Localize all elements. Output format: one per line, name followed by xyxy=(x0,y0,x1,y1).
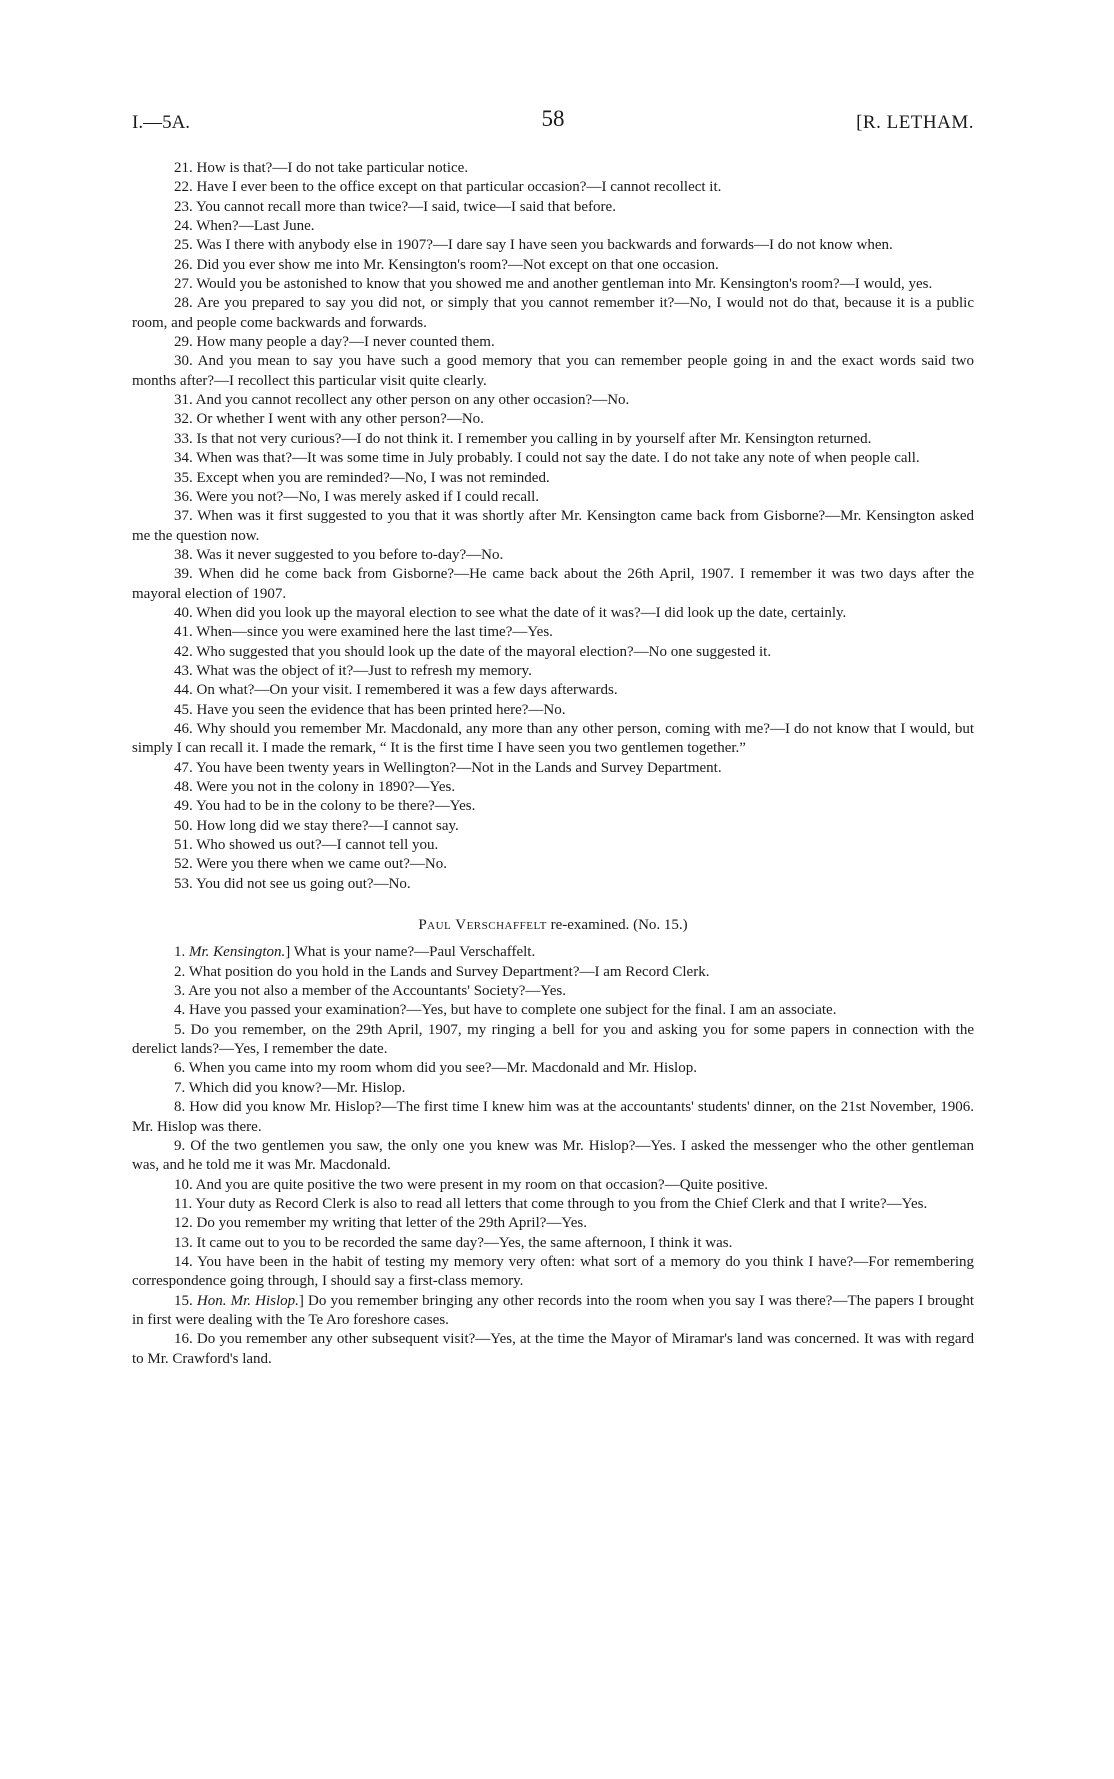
question-answer xyxy=(132,943,974,962)
question-answer: 43. What was the object of it?—Just to refresh my memory. xyxy=(174,662,532,679)
question-answer: 34. When was that?—It was some time in July probably. I could not say the date. I do not take any note of when people call. xyxy=(174,450,920,467)
question-answer: 29. How many people a day?—I never counted them. xyxy=(174,334,495,351)
witness-name-header: [R. LETHAM. xyxy=(856,112,974,133)
speaker-name: Mr. Kensington. xyxy=(189,944,286,961)
question-answer: 13. It came out to you to be recorded the same day?—Yes, the same afternoon, I think it was. xyxy=(174,1234,733,1251)
question-answer: 7. Which did you know?—Mr. Hislop. xyxy=(174,1079,406,1096)
question-answer: 4. Have you passed your examination?—Yes, but have to complete one subject for the final. I am an associate. xyxy=(174,1002,837,1019)
witness-name: Paul Verschaffelt xyxy=(418,917,547,934)
question-answer: 37. When was it first suggested to you that it was shortly after Mr. Kensington came back from Gisborne?—Mr. Kensington asked me the question now. xyxy=(132,508,974,544)
question-answer: 8. How did you know Mr. Hislop?—The first time I knew him was at the accountants' students' dinner, on the 21st November, 1906. Mr. Hislop was there. xyxy=(132,1099,974,1135)
question-answer: 21. How is that?—I do not take particular notice. xyxy=(174,160,469,176)
question-answer xyxy=(132,1292,974,1331)
question-answer: 35. Except when you are reminded?—No, I was not reminded. xyxy=(174,469,550,486)
examination-part-2 xyxy=(132,963,974,1292)
question-answer: 33. Is that not very curious?—I do not think it. I remember you calling in by yourself after Mr. Kensington returned. xyxy=(174,430,872,447)
question-answer: 11. Your duty as Record Clerk is also to read all letters that come through to you from the Chief Clerk and that I write?—Yes. xyxy=(174,1195,928,1212)
question-answer: 14. You have been in the habit of testing my memory very often: what sort of a memory do you think I have?—For remembering correspondence going through, I should say a first-class memory. xyxy=(132,1253,974,1290)
paper-reference: I.—5A. xyxy=(132,112,191,133)
question-answer: 31. And you cannot recollect any other person on any other occasion?—No. xyxy=(174,392,630,409)
question-answer: 6. When you came into my room whom did you see?—Mr. Macdonald and Mr. Hislop. xyxy=(174,1060,697,1077)
question-answer: 32. Or whether I went with any other person?—No. xyxy=(174,411,484,428)
question-answer: 25. Was I there with anybody else in 1907?—I dare say I have seen you backwards and forwards—I do not know when. xyxy=(174,237,893,254)
document-body xyxy=(132,159,974,1369)
question-answer: 51. Who showed us out?—I cannot tell you. xyxy=(174,837,439,854)
question-answer: 22. Have I ever been to the office except on that particular occasion?—I cannot recollect it. xyxy=(174,179,722,196)
question-answer: 3. Are you not also a member of the Accountants' Society?—Yes. xyxy=(174,983,566,1000)
question-answer: 52. Were you there when we came out?—No. xyxy=(174,856,448,873)
question-answer: 44. On what?—On your visit. I remembered it was a few days afterwards. xyxy=(174,682,618,699)
question-text: ] Do you remember bringing any other records into the room when you say I was there?—The papers I brought in first were dealing with the Te Aro foreshore cases. xyxy=(132,1292,974,1328)
question-answer: 26. Did you ever show me into Mr. Kensington's room?—Not except on that one occasion. xyxy=(174,256,719,273)
question-answer: 10. And you are quite positive the two were present in my room on that occasion?—Quite positive. xyxy=(174,1176,769,1193)
question-answer: 41. When—since you were examined here the last time?—Yes. xyxy=(174,624,553,641)
question-answer: 36. Were you not?—No, I was merely asked if I could recall. xyxy=(174,488,540,505)
question-answer: 39. When did he come back from Gisborne?—He came back about the 26th April, 1907. I remember it was two days after the mayoral election of 1907. xyxy=(132,566,974,602)
question-answer: 27. Would you be astonished to know that you showed me and another gentleman into Mr. Kensington's room?—I would, yes. xyxy=(174,276,933,293)
question-text: ] What is your name?—Paul Verschaffelt. xyxy=(285,944,536,961)
question-answer: 45. Have you seen the evidence that has been printed here?—No. xyxy=(174,701,566,718)
section-heading xyxy=(132,916,974,935)
question-answer: 12. Do you remember my writing that letter of the 29th April?—Yes. xyxy=(174,1215,587,1232)
question-answer: 53. You did not see us going out?—No. xyxy=(174,875,411,892)
question-answer: 47. You have been twenty years in Wellington?—Not in the Lands and Survey Department. xyxy=(174,759,722,776)
speaker-name: Hon. Mr. Hislop. xyxy=(196,1292,299,1309)
section-heading-rest: re-examined. (No. 15.) xyxy=(546,917,688,934)
page-number: 58 xyxy=(541,106,565,131)
question-answer: 48. Were you not in the colony in 1890?—Yes. xyxy=(174,779,456,795)
question-answer: 49. You had to be in the colony to be there?—Yes. xyxy=(174,798,476,815)
question-answer: 24. When?—Last June. xyxy=(174,218,315,235)
question-answer: 23. You cannot recall more than twice?—I said, twice—I said that before. xyxy=(174,198,616,215)
question-answer: 42. Who suggested that you should look up the date of the mayoral election?—No one suggested it. xyxy=(174,643,772,660)
question-answer: 9. Of the two gentlemen you saw, the only one you knew was Mr. Hislop?—Yes. I asked the messenger who the other gentleman was, and he told me it was Mr. Macdonald. xyxy=(132,1137,974,1174)
question-answer: 5. Do you remember, on the 29th April, 1907, my ringing a bell for you and asking you for some papers in connection with the derelict lands?—Yes, I remember the date. xyxy=(132,1021,974,1058)
question-number: 15. xyxy=(174,1292,197,1309)
question-answer: 28. Are you prepared to say you did not, or simply that you cannot remember it?—No, I would not do that, because it is a public room, and people come backwards and forwards. xyxy=(132,295,974,331)
question-answer: 16. Do you remember any other subsequent visit?—Yes, at the time the Mayor of Miramar's land was concerned. It was with regard to Mr. Crawford's land. xyxy=(132,1331,974,1367)
question-answer: 40. When did you look up the mayoral election to see what the date of it was?—I did look up the date, certainly. xyxy=(174,604,847,621)
examination-part-1 xyxy=(132,159,974,894)
question-answer: 50. How long did we stay there?—I cannot say. xyxy=(174,817,459,834)
question-answer: 38. Was it never suggested to you before to-day?—No. xyxy=(174,546,504,563)
question-answer: 30. And you mean to say you have such a good memory that you can remember people going in and the exact words said two months after?—I recollect this particular visit quite clearly. xyxy=(132,353,974,389)
page-header xyxy=(132,106,974,140)
question-answer: 2. What position do you hold in the Lands and Survey Department?—I am Record Clerk. xyxy=(174,963,710,980)
question-number: 1. xyxy=(174,944,189,961)
question-answer: 46. Why should you remember Mr. Macdonald, any more than any other person, coming with me?—I do not know that I would, but simply I can recall it. I made the remark, “ It is the first time I have seen you two gentlemen together.” xyxy=(132,720,974,757)
